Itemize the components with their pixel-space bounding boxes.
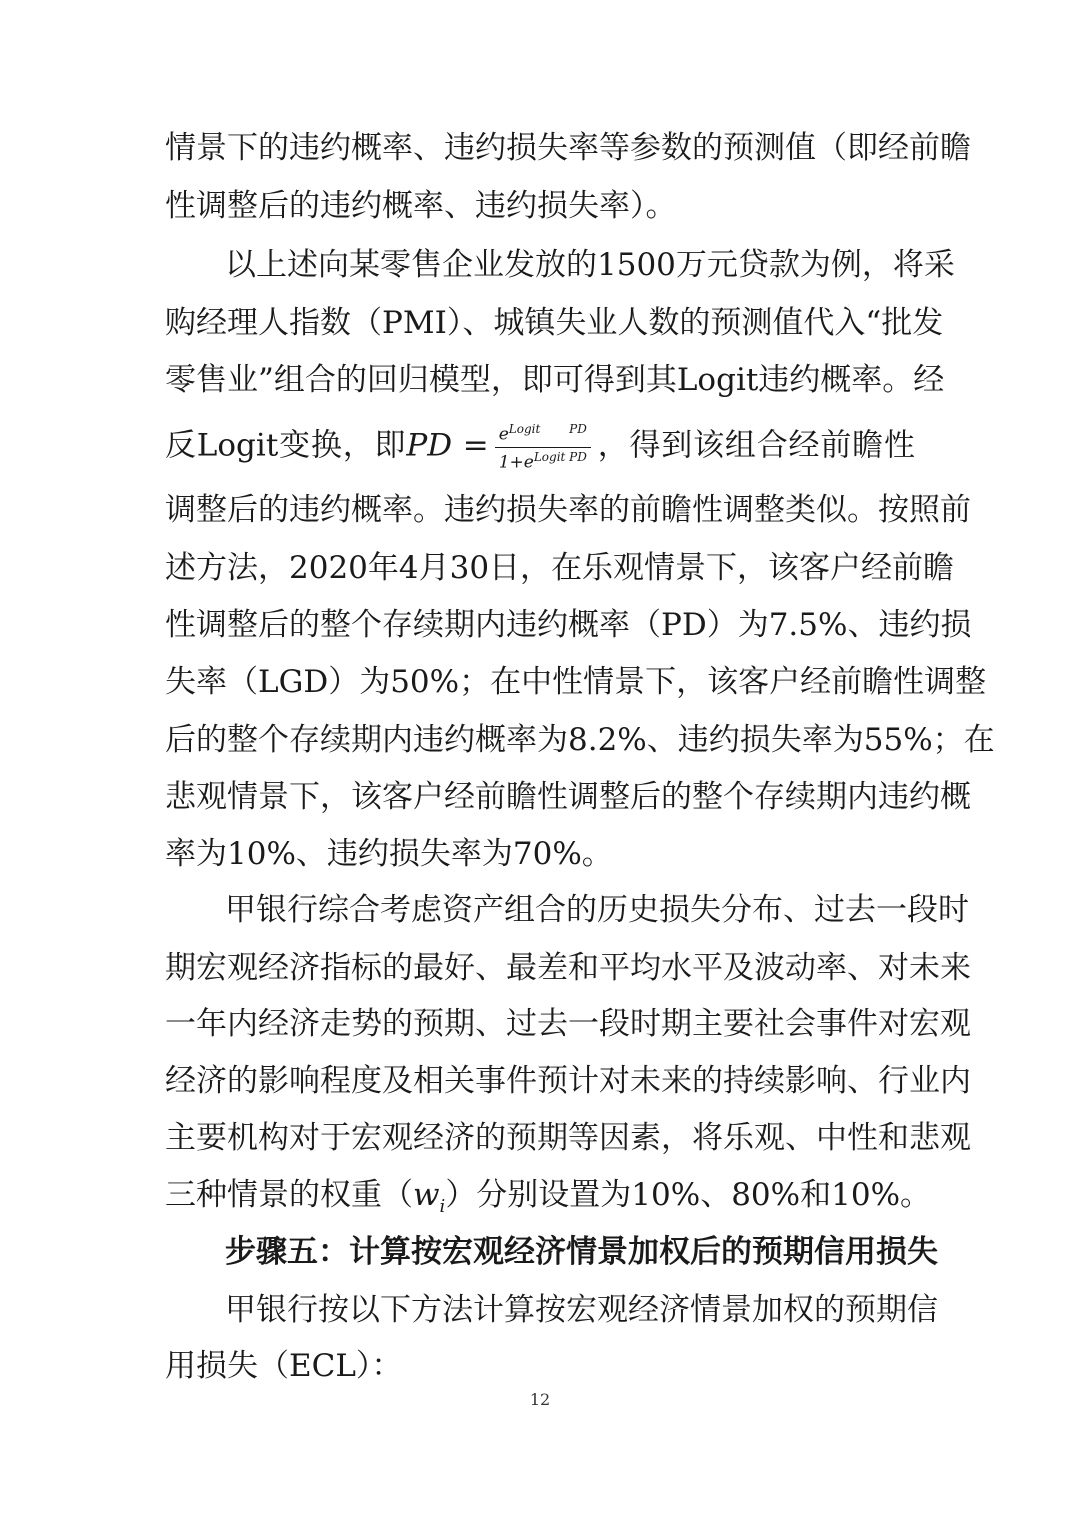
weights-line [165,1175,932,1227]
formula-prefix: 反Logit变换，即 [165,427,407,464]
paragraph-line: 以上述向某零售企业发放的1500万元贷款为例，将采 [225,247,955,283]
paragraph-line: 零售业”组合的回归模型，即可得到其Logit违约概率。经 [165,362,945,398]
paragraph-line: 调整后的违约概率。违约损失率的前瞻性调整类似。按照前 [165,492,971,528]
paragraph-line: 购经理人指数（PMI）、城镇失业人数的预测值代入“批发 [165,305,944,341]
paragraph-line: 主要机构对于宏观经济的预期等因素，将乐观、中性和悲观 [165,1120,971,1156]
formula-lhs: PD = [406,427,489,464]
paragraph-line: 失率（LGD）为50%；在中性情景下，该客户经前瞻性调整 [165,664,987,700]
paragraph-line: 甲银行综合考虑资产组合的历史损失分布、过去一段时 [225,892,969,928]
page-number: 12 [529,1390,551,1409]
paragraph-line: 悲观情景下，该客户经前瞻性调整后的整个存续期内违约概 [165,779,971,815]
paragraph-line: 情景下的违约概率、违约损失率等参数的预测值（即经前瞻 [165,130,971,166]
step-heading: 步骤五：计算按宏观经济情景加权后的预期信用损失 [225,1234,938,1270]
weights-prefix: 三种情景的权重（ [165,1177,413,1213]
paragraph-line: 述方法，2020年4月30日，在乐观情景下，该客户经前瞻 [165,550,955,586]
fraction-numerator: $e^{Logit PD}$ [495,423,591,448]
logit-fraction [495,423,591,471]
paragraph-line: 性调整后的整个存续期内违约概率（PD）为7.5%、违约损 [165,607,972,643]
paragraph-line: 用损失（ECL）： [165,1348,403,1384]
paragraph-line: 一年内经济走势的预期、过去一段时期主要社会事件对宏观 [165,1006,971,1042]
paragraph-line: 甲银行按以下方法计算按宏观经济情景加权的预期信 [225,1292,938,1328]
formula-suffix: ，得到该组合经前瞻性 [596,427,915,464]
paragraph-line: 期宏观经济指标的最好、最差和平均水平及波动率、对未来 [165,950,971,986]
fraction-denominator: $1+e^{Logit PD}$ [498,449,587,473]
paragraph-line: 经济的影响程度及相关事件预计对未来的持续影响、行业内 [165,1063,971,1099]
paragraph-line: 性调整后的违约概率、违约损失率）。 [165,188,677,224]
paragraph-line: 后的整个存续期内违约概率为8.2%、违约损失率为55%；在 [165,722,995,758]
formula-line [165,423,915,471]
weights-suffix: ）分别设置为10%、80%和10%。 [445,1177,932,1213]
weight-variable: $w_i$ [413,1177,446,1218]
paragraph-line: 率为10%、违约损失率为70%。 [165,836,613,872]
